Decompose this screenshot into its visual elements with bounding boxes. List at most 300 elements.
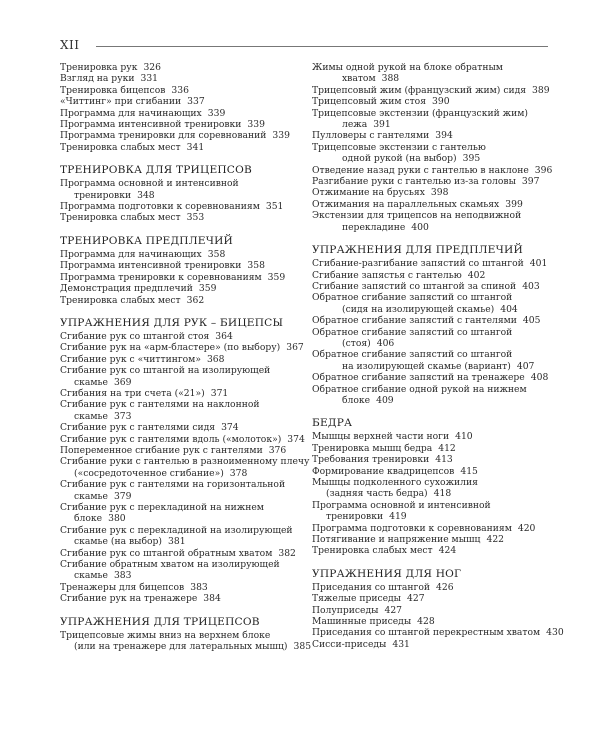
entry-title: Программа интенсивной тренировки (60, 260, 242, 272)
toc-entry[interactable] (312, 292, 548, 315)
entry-page-number: 353 (186, 212, 205, 224)
entry-title: Программа тренировки для соревнований (60, 130, 267, 142)
entry-text (312, 164, 553, 176)
entry-page-number: 410 (455, 431, 473, 443)
entry-text (312, 500, 548, 511)
entry-title: скамье (74, 490, 108, 502)
entry-title: на изолирующей скамье (вариант) (342, 360, 511, 372)
entry-title: Программа подготовки к соревнованиям (60, 201, 260, 213)
toc-entry[interactable] (312, 199, 548, 210)
entry-title: Трицепсовые экстензии (французский жим) (312, 107, 528, 119)
entry-text (60, 295, 292, 306)
entry-text (60, 272, 292, 283)
entry-text (312, 304, 548, 315)
entry-page-number: 326 (143, 62, 161, 73)
section-title: ТРЕНИРОВКА ПРЕДПЛЕЧИЙ (60, 234, 233, 247)
entry-page-number: 419 (389, 511, 407, 523)
entry-page-number: 384 (203, 593, 221, 605)
toc-entry[interactable] (60, 130, 292, 141)
entry-title: Трицепсовые экстензии с гантелью (312, 141, 486, 153)
entry-title: Формирование квадрицепсов (312, 465, 455, 477)
entry-page-number: 399 (505, 198, 523, 210)
toc-section (312, 244, 548, 406)
toc-entry[interactable] (312, 477, 548, 500)
toc-entry[interactable] (60, 547, 296, 559)
entry-title: Программа основной и интенсивной (312, 499, 491, 511)
entry-text (60, 433, 305, 445)
entry-title: Сгибание руки с гантелью в разноименному плечу (60, 456, 310, 468)
entry-text (312, 270, 548, 281)
toc-entry[interactable] (60, 342, 304, 354)
toc-entry[interactable] (60, 96, 292, 107)
toc-entry[interactable] (312, 187, 548, 198)
toc-entry[interactable] (60, 422, 292, 433)
entry-page-number: 379 (113, 490, 132, 502)
entry-text (60, 377, 292, 388)
entry-text (312, 605, 548, 616)
entry-text (312, 488, 548, 499)
toc-entry[interactable] (312, 639, 548, 650)
entry-title: Тяжелые приседы (312, 593, 401, 605)
entry-page-number: 367 (286, 342, 304, 354)
entry-text (312, 534, 548, 545)
toc-entry[interactable] (60, 283, 292, 294)
entry-title: Полуприседы (312, 604, 379, 616)
entry-text (60, 630, 292, 641)
toc-entry[interactable] (60, 559, 292, 582)
toc-entry[interactable] (60, 456, 310, 479)
entry-text (60, 130, 292, 141)
entry-text (312, 361, 548, 372)
entry-page-number: 405 (522, 315, 541, 327)
entry-page-number: 331 (140, 73, 159, 85)
entry-text (60, 641, 312, 653)
entry-page-number: 409 (376, 394, 394, 406)
entry-title: (стоя) (342, 337, 371, 349)
toc-entry[interactable] (312, 582, 548, 593)
entry-text (60, 212, 292, 223)
entry-title: Программа для начинающих (60, 248, 202, 260)
entry-title: Тренировка слабых мест (312, 545, 433, 557)
entry-title: тренировки (74, 189, 132, 201)
entry-title: Трицепсовый жим (французский жим) сидя (312, 84, 527, 96)
entry-title: Обратное сгибание запястий со штангой (312, 292, 513, 304)
entry-text (312, 176, 548, 187)
toc-entry[interactable] (60, 399, 292, 422)
entry-page-number: 336 (171, 84, 189, 96)
toc-entry[interactable] (312, 384, 548, 407)
entry-text (60, 525, 292, 536)
entry-text (312, 281, 548, 292)
entry-page-number: 388 (381, 73, 400, 85)
toc-entry[interactable] (312, 62, 548, 85)
entry-title: тренировки (326, 511, 384, 523)
toc-entry[interactable] (60, 388, 292, 399)
toc-entry[interactable] (312, 431, 548, 442)
entry-page-number: 427 (407, 593, 425, 605)
toc-entry[interactable] (312, 593, 548, 604)
toc-entry[interactable] (312, 466, 548, 477)
entry-page-number: 389 (532, 84, 550, 96)
entry-page-number: 401 (529, 258, 548, 270)
entry-page-number: 408 (530, 372, 549, 384)
entry-page-number: 382 (278, 547, 296, 559)
toc-entry[interactable] (312, 500, 548, 523)
toc-entry[interactable] (60, 593, 292, 604)
entry-text (312, 395, 548, 406)
entry-text (312, 315, 548, 326)
entry-text (60, 479, 292, 490)
toc-entry[interactable] (60, 212, 292, 223)
toc-entry[interactable] (60, 445, 292, 456)
entry-title: Сгибание запястья с гантелью (312, 269, 462, 281)
entry-title: (сидя на изолирующей скамье) (342, 303, 495, 315)
entry-title: Трицепсовые жимы вниз на верхнем блоке (60, 629, 271, 641)
entry-page-number: 358 (247, 260, 265, 272)
entry-text (312, 616, 548, 627)
entry-title: лежа (342, 119, 368, 131)
toc-section (60, 615, 312, 653)
entry-title: перекладине (342, 221, 406, 233)
entry-title: Тренировка слабых мест (60, 141, 181, 153)
entry-title: Сгибание запястий со штангой за спиной (312, 280, 517, 292)
entry-text (312, 108, 548, 119)
entry-text (60, 445, 292, 456)
toc-entry[interactable] (312, 210, 548, 233)
entry-text (60, 593, 292, 604)
entry-title: Тренировка слабых мест (60, 294, 181, 306)
toc-entry[interactable] (60, 295, 292, 306)
entry-title: Мышцы верхней части ноги (312, 431, 450, 443)
entry-page-number: 381 (168, 536, 186, 548)
entry-title: Демонстрация предплечий (60, 283, 193, 295)
entry-title: Пулловеры с гантелями (312, 130, 430, 142)
toc-entry[interactable] (312, 616, 548, 627)
entry-title: Взгляд на руки (60, 73, 135, 85)
toc-section (60, 316, 310, 605)
entry-title: Сгибание рук с гантелями вдоль («молоток») (60, 433, 282, 445)
entry-text (60, 388, 292, 399)
entry-page-number: 371 (210, 387, 229, 399)
toc-entry[interactable] (312, 85, 548, 96)
entry-title: Экстензии для трицепсов на неподвижной (312, 210, 522, 222)
entry-title: Сгибание рук на тренажере (60, 593, 198, 605)
toc-entry[interactable] (60, 260, 292, 271)
toc-section (60, 62, 292, 153)
entry-text (312, 338, 548, 349)
entry-title: (задняя часть бедра) (326, 488, 428, 500)
entry-page-number: 424 (438, 545, 457, 557)
entry-title: Программа для начинающих (60, 107, 202, 119)
entry-page-number: 378 (229, 467, 248, 479)
entry-text (60, 399, 292, 410)
entry-text (60, 249, 292, 260)
entry-title: Отжимание на брусьях (312, 187, 425, 199)
toc-entry[interactable] (60, 433, 305, 445)
entry-text (312, 372, 548, 383)
entry-page-number: 412 (438, 442, 456, 454)
entry-page-number: 362 (186, 294, 205, 306)
section-title: УПРАЖНЕНИЯ ДЛЯ НОГ (312, 567, 462, 580)
entry-page-number: 427 (384, 604, 403, 616)
entry-page-number: 407 (516, 360, 535, 372)
entry-text (60, 513, 292, 524)
toc-entry[interactable] (312, 327, 548, 350)
toc-entry[interactable] (60, 62, 292, 73)
entry-page-number: 364 (215, 330, 233, 342)
entry-title: Трицепсовый жим стоя (312, 96, 427, 108)
entry-page-number: 426 (436, 581, 454, 593)
entry-text (312, 477, 548, 488)
entry-page-number: 403 (522, 280, 540, 292)
entry-title: «Читтинг» при сгибании (60, 96, 182, 108)
section-title: УПРАЖНЕНИЯ ДЛЯ ПРЕДПЛЕЧИЙ (312, 244, 523, 257)
entry-title: Сгибание рук с «читтингом» (60, 353, 201, 365)
toc-entry[interactable] (60, 331, 292, 342)
entry-text (60, 365, 292, 376)
entry-text (312, 62, 548, 73)
entry-text (312, 96, 548, 107)
entry-title: Потягивание и напряжение мышц (312, 534, 481, 546)
entry-text (60, 559, 292, 570)
entry-page-number: 339 (247, 119, 265, 131)
entry-page-number: 337 (187, 96, 205, 108)
entry-text (60, 342, 304, 354)
entry-page-number: 383 (113, 570, 132, 582)
entry-title: Сгибание рук с перекладиной на изолирующей (60, 524, 293, 536)
entry-text (60, 331, 292, 342)
entry-text (312, 545, 548, 556)
toc-entry[interactable] (60, 525, 292, 548)
toc-entry[interactable] (312, 108, 548, 131)
entry-page-number: 394 (435, 130, 453, 142)
toc-entry[interactable] (60, 201, 292, 212)
entry-text (312, 258, 548, 269)
entry-text (312, 443, 548, 454)
entry-page-number: 418 (433, 488, 452, 500)
toc-entry[interactable] (60, 249, 292, 260)
entry-text (60, 491, 292, 502)
entry-title: Требования тренировки (312, 454, 430, 466)
toc-entry[interactable] (312, 523, 548, 534)
toc-entry[interactable] (60, 85, 292, 96)
toc-entry[interactable] (60, 272, 292, 283)
entry-page-number: 420 (517, 522, 536, 534)
entry-page-number: 422 (486, 534, 505, 546)
entry-text (60, 201, 292, 212)
entry-text (60, 119, 292, 130)
entry-text (60, 536, 292, 547)
entry-title: Тренировка бицепсов (60, 84, 166, 96)
entry-title: Обратное сгибание запястий со штангой (312, 349, 513, 361)
entry-text (312, 130, 548, 141)
header-rule (96, 46, 548, 47)
entry-title: Сгибание рук с гантелями на горизонтальной (60, 479, 286, 491)
toc-entry[interactable] (60, 582, 292, 593)
entry-title: Сгибания на три счета («21») (60, 387, 205, 399)
entry-page-number: 339 (272, 130, 290, 142)
toc-entry[interactable] (312, 130, 548, 141)
toc-entry[interactable] (60, 178, 292, 201)
toc-entry[interactable] (312, 258, 548, 269)
entry-title: Сгибание рук со штангой стоя (60, 330, 210, 342)
entry-title: Тренировка мышц бедра (312, 442, 433, 454)
entry-page-number: 374 (221, 422, 239, 434)
toc-entry[interactable] (60, 502, 292, 525)
entry-text (312, 210, 548, 221)
section-title: УПРАЖНЕНИЯ ДЛЯ ТРИЦЕПСОВ (60, 615, 260, 628)
page-number: XII (60, 38, 80, 52)
entry-title: Программа интенсивной тренировки (60, 119, 242, 131)
entry-text (60, 85, 292, 96)
toc-entry[interactable] (60, 354, 292, 365)
toc-entry[interactable] (60, 108, 292, 119)
entry-text (312, 431, 548, 442)
toc-entry[interactable] (312, 534, 548, 545)
entry-title: скамье (74, 570, 108, 582)
toc-column-left (60, 62, 312, 663)
toc-entry[interactable] (60, 142, 292, 153)
entry-title: Обратное сгибание запястий с гантелями (312, 315, 517, 327)
toc-entry[interactable] (312, 315, 548, 326)
section-title: БЕДРА (312, 417, 353, 430)
entry-page-number: 359 (198, 283, 217, 295)
entry-title: Разгибание руки с гантелью из-за головы (312, 176, 516, 188)
entry-title: Программа тренировки к соревнованиям (60, 271, 262, 283)
entry-text (60, 96, 292, 107)
entry-title: Тренажеры для бицепсов (60, 581, 185, 593)
entry-page-number: 383 (190, 581, 208, 593)
entry-text (312, 384, 548, 395)
entry-text (312, 292, 548, 303)
entry-title: Сгибание рук с гантелями на наклонной (60, 399, 260, 411)
toc-entry[interactable] (312, 164, 553, 176)
entry-text (312, 199, 548, 210)
entry-text (312, 73, 548, 84)
entry-text (312, 466, 548, 477)
entry-title: («сосредоточенное сгибание») (74, 467, 224, 479)
entry-text (312, 327, 548, 338)
entry-page-number: 428 (417, 616, 435, 628)
entry-title: Тренировка слабых мест (60, 212, 181, 224)
entry-title: блоке (74, 513, 103, 525)
entry-text (60, 582, 292, 593)
entry-text (312, 511, 548, 522)
toc-entry[interactable] (312, 454, 548, 465)
toc-entry[interactable] (312, 281, 548, 292)
toc-entry[interactable] (60, 479, 292, 502)
entry-title: Машинные приседы (312, 616, 412, 628)
entry-text (312, 593, 548, 604)
entry-page-number: 341 (186, 141, 205, 153)
entry-page-number: 359 (267, 271, 286, 283)
entry-page-number: 339 (207, 107, 226, 119)
entry-title: Программа подготовки к соревнованиям (312, 522, 512, 534)
toc-section (60, 235, 292, 306)
entry-text (60, 547, 296, 559)
toc-entry[interactable] (312, 372, 548, 383)
entry-title: Попеременное сгибание рук с гантелями (60, 444, 263, 456)
entry-page-number: 368 (206, 353, 225, 365)
toc-column-right (312, 62, 564, 661)
entry-page-number: 398 (430, 187, 449, 199)
entry-page-number: 406 (376, 337, 395, 349)
entry-page-number: 390 (432, 96, 450, 108)
entry-title: Сгибание рук со штангой обратным хватом (60, 547, 273, 559)
entry-title: скамье (74, 376, 108, 388)
toc-entry[interactable] (312, 443, 548, 454)
toc-entry[interactable] (60, 629, 312, 653)
entry-title: Отжимания на параллельных скамьях (312, 198, 500, 210)
toc-entry[interactable] (60, 119, 292, 130)
entry-text (60, 570, 292, 581)
entry-text (312, 119, 548, 130)
toc-section (312, 62, 553, 233)
toc-entry[interactable] (312, 270, 548, 281)
toc-section (312, 417, 548, 556)
entry-title: Мышцы подколенного сухожилия (312, 477, 478, 488)
entry-text (60, 456, 310, 468)
entry-page-number: 395 (462, 153, 481, 165)
entry-text (60, 142, 292, 153)
entry-text (312, 222, 548, 233)
toc-entry[interactable] (60, 73, 292, 84)
entry-page-number: 415 (460, 465, 478, 477)
entry-page-number: 396 (534, 164, 553, 176)
entry-title: скамье (на выбор) (74, 536, 162, 548)
toc-entry[interactable] (312, 142, 548, 165)
entry-page-number: 400 (411, 221, 429, 233)
toc-entry[interactable] (312, 349, 548, 372)
entry-page-number: 374 (287, 433, 305, 445)
entry-text (60, 354, 292, 365)
entry-title: Жимы одной рукой на блоке обратным (312, 62, 503, 73)
entry-page-number: 397 (521, 176, 540, 188)
entry-title: скамье (74, 410, 108, 422)
toc-entry[interactable] (312, 605, 548, 616)
entry-title: Сгибание-разгибание запястий со штангой (312, 258, 524, 270)
entry-title: Сгибание рук на «арм-бластере» (по выбору) (60, 342, 281, 354)
entry-text (60, 260, 292, 271)
entry-title: Программа основной и интенсивной (60, 178, 239, 190)
entry-title: Тренировка рук (60, 62, 138, 73)
entry-title: Сисси-приседы (312, 638, 387, 650)
entry-page-number: 348 (137, 189, 155, 201)
entry-text (60, 502, 292, 513)
entry-text (312, 627, 564, 639)
entry-text (60, 73, 292, 84)
entry-text (312, 454, 548, 465)
entry-page-number: 358 (207, 248, 226, 260)
entry-text (312, 349, 548, 360)
toc-section (312, 567, 564, 650)
entry-page-number: 413 (435, 454, 453, 466)
toc-entry[interactable] (312, 176, 548, 187)
entry-title: Обратное сгибание запястий на тренажере (312, 372, 525, 384)
entry-page-number: 430 (546, 627, 564, 639)
entry-title: Сгибание обратным хватом на изолирующей (60, 559, 280, 571)
entry-title: Приседания со штангой перекрестным хватом (312, 627, 541, 639)
entry-text (312, 85, 548, 96)
entry-page-number: 380 (108, 513, 126, 525)
entry-text (312, 639, 548, 650)
toc-entry[interactable] (60, 365, 292, 388)
entry-text (60, 411, 292, 422)
entry-text (60, 190, 292, 201)
toc-entry[interactable] (312, 545, 548, 556)
toc-entry[interactable] (312, 627, 564, 639)
toc-entry[interactable] (312, 96, 548, 107)
